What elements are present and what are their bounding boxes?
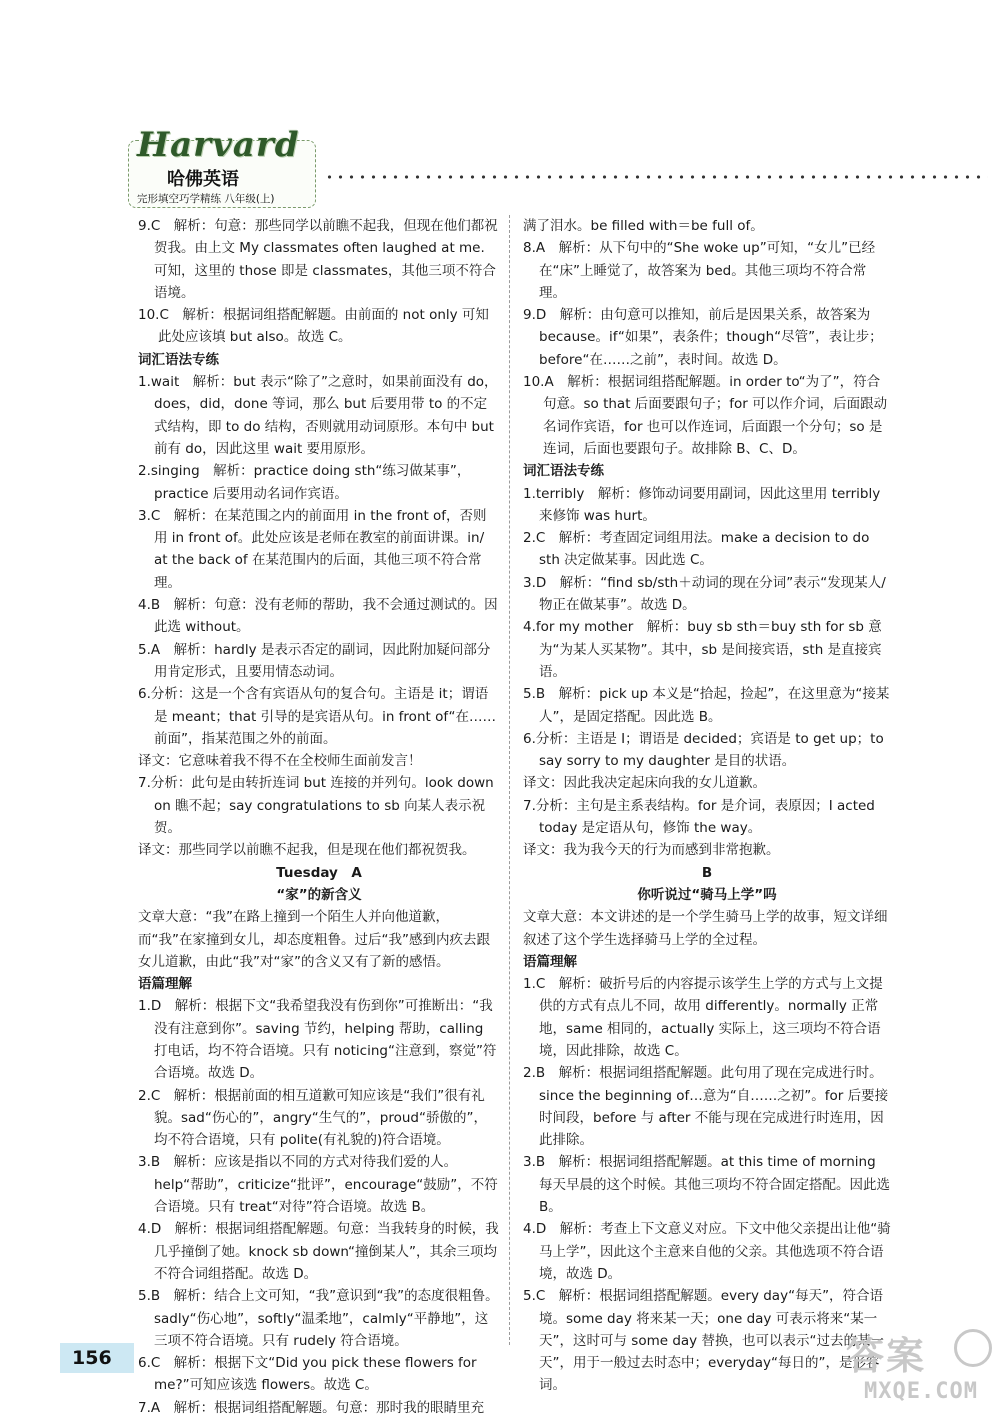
article-summary: 文章大意：本文讲述的是一个学生骑马上学的故事，短文详细叙述了这个学生选择骑马上学的全过程。 xyxy=(523,909,888,948)
section-heading: 词汇语法专练 xyxy=(138,351,219,368)
answer-item: 1.C 解析：破折号后的内容提示该学生上学的方式与上文提供的方式有点儿不同，故用 differently。normally 正常地，same 相同的，actually 实际上，这三项均不符合语境，因此排除，故选 C。 xyxy=(523,976,883,1059)
answer-item: 3.B 解析：根据词组搭配解题。at this time of morning 每天早晨的这个时候。其他三项均不符合固定搭配。因此选 B。 xyxy=(523,1154,890,1216)
answer-item: 3.B 解析：应该是指以不同的方式对待我们爱的人。help“帮助”，criticize“批评”，encourage“鼓励”，不符合语境。只有 treat“对待”符合语境。故选 B。 xyxy=(138,1154,498,1216)
answer-item: 7.分析：主句是主系表结构。for 是介词，表原因；I acted today 是定语从句，修饰 the way。 xyxy=(523,797,875,837)
answer-item: 3.D 解析：“find sb/sth＋动词的现在分词”表示“发现某人/物正在做某事”。故选 D。 xyxy=(523,574,886,614)
column-divider xyxy=(509,215,510,1345)
answer-item: 10.A 解析：根据词组搭配解题。in order to“为了”，符合句意。so that 后面要跟句子；for 可以作介词，后面跟动名词作宾语，for 也可以作连词，后面跟一个分句；so 是连词，后面也要跟句子。故排除 B、C、D。 xyxy=(523,374,888,457)
answer-item: 5.C 解析：根据词组搭配解题。every day“每天”，符合语境。some day 将来某一天；one day 可表示将来“某一天”，这时可与 some day 替换，也可以表示“过去的某一天”，用于一般过去时态中；everyday“每日的”，是形容词。 xyxy=(523,1288,884,1394)
answer-item: 7.分析：此句是由转折连词 but 连接的并列句。look down on 瞧不起；say congratulations to sb 向某人表示祝贺。 xyxy=(138,775,494,837)
page-header xyxy=(128,125,988,208)
right-column xyxy=(523,215,891,1397)
article-summary: 文章大意：“我”在路上撞到一个陌生人并向他道歉，而“我”在家撞到女儿，却态度粗鲁。过后“我”感到内疚去跟女儿道歉，由此“我”对“家”的含义又有了新的感悟。 xyxy=(138,909,490,970)
answer-item: 10.C 解析：根据词组搭配解题。由前面的 not only 可知此处应该填 but also。故选 C。 xyxy=(138,307,489,346)
answer-item: 4.for my mother 解析：buy sb sth＝buy sth for sb 意为“为某人买某物”。其中，sb 是间接宾语，sth 是直接宾语。 xyxy=(523,619,882,680)
answer-item: 2.B 解析：根据词组搭配解题。此句用了现在完成进行时。since the beginning of…意为“自……之初”。for 后要接时间段，before 与 after 不能与现在完成进行时连用，因此排除。 xyxy=(523,1065,889,1149)
answer-item: 8.A 解析：从下句中的“She woke up”可知，“女儿”已经在“床”上睡觉了，故答案为 bed。其他三项均不符合常理。 xyxy=(523,240,876,301)
answer-item: 满了泪水。be filled with＝be full of。 xyxy=(523,218,764,234)
section-heading: 语篇理解 xyxy=(523,953,577,970)
article-title: Tuesday A xyxy=(276,864,362,881)
answer-item: 1.terribly 解析：修饰动词要用副词，因此这里用 terribly 来修饰 was hurt。 xyxy=(523,485,881,524)
answer-item: 5.B 解析：pick up 本义是“拾起，捡起”，在这里意为“接某人”，是固定搭配。因此选 B。 xyxy=(523,686,890,725)
article-title: 你听说过“骑马上学”吗 xyxy=(637,886,777,903)
answer-item: 3.C 解析：在某范围之内的前面用 in the front of，否则用 in front of。此处应该是老师在教室的前面讲课。in/ at the back of 在某范围内的后面，其他三项不符合常理。 xyxy=(138,507,487,591)
answer-item: 2.C 解析：根据前面的相互道歉可知应该是“我们”很有礼貌。sad“伤心的”，angry“生气的”，proud“骄傲的”，均不符合语境，只有 polite(有礼貌的)符合语境。 xyxy=(138,1087,487,1149)
answer-item: 6.分析：这是一个含有宾语从句的复合句。主语是 it；谓语是 meant；that 引导的是宾语从句。in front of“在……前面”，指某范围之外的前面。 xyxy=(138,686,497,747)
watermark-ring-icon xyxy=(954,1329,992,1367)
answer-item: 2.singing 解析：practice doing sth“练习做某事”，practice 后要用动名词作宾语。 xyxy=(138,463,471,502)
answer-item: 5.A 解析：hardly 是表示否定的副词，因此附加疑问部分用肯定形式，且要用情态动词。 xyxy=(138,641,491,680)
answer-item: 译文：我为我今天的行为而感到非常抱歉。 xyxy=(523,842,780,859)
answer-item: 6.C 解析：根据下文“Did you pick these flowers for me?”可知应该选 flowers。故选 C。 xyxy=(138,1355,477,1394)
answer-item: 9.D 解析：由句意可以推知，前后是因果关系，故答案为 because。if“如果”，表条件；though“尽管”，表让步；before“在……之前”，表时间。故选 D。 xyxy=(523,307,883,368)
header-dotted-rule xyxy=(324,172,988,182)
answer-item: 9.C 解析：句意：那些同学以前瞧不起我，但现在他们都祝贺我。由上文 My classmates often laughed at me. 可知，这里的 those 即是 classmates，其他三项不符合语境。 xyxy=(138,218,498,301)
answer-item: 4.B 解析：句意：没有老师的帮助，我不会通过测试的。因此选 without。 xyxy=(138,597,498,636)
answer-item: 2.C 解析：考查固定词组用法。make a decision to do sth 决定做某事。因此选 C。 xyxy=(523,530,870,569)
article-title: “家”的新含义 xyxy=(276,886,362,903)
answer-item: 7.A 解析：根据词组搭配解题。句意：那时我的眼睛里充 xyxy=(138,1399,485,1416)
watermark xyxy=(842,1325,992,1415)
book-logo xyxy=(128,125,316,208)
logo-subtitle: 完形填空巧学精练 八年级(上) xyxy=(137,193,275,205)
answer-item: 译文：它意味着我不得不在全校师生面前发言！ xyxy=(138,753,422,770)
answer-item: 4.D 解析：根据词组搭配解题。句意：当我转身的时候，我几乎撞倒了她。knock sb down“撞倒某人”，其余三项均不符合词组搭配。故选 D。 xyxy=(138,1221,499,1282)
answer-item: 4.D 解析：考查上下文意义对应。下文中他父亲提出让他“骑马上学”，因此这个主意来自他的父亲。其他选项不符合语境，故选 D。 xyxy=(523,1221,891,1282)
article-title: B xyxy=(701,864,713,881)
answer-item: 5.B 解析：结合上文可知，“我”意识到“我”的态度很粗鲁。sadly“伤心地”，softly“温柔地”，calmly“平静地”，这三项不符合语境。只有 rudely 符合语境。 xyxy=(138,1288,499,1349)
logo-brand: Harvard xyxy=(137,125,300,165)
watermark-top: 答案 xyxy=(846,1334,927,1378)
answer-item: 译文：那些同学以前瞧不起我，但是现在他们都祝贺我。 xyxy=(138,842,476,859)
answer-item: 1.wait 解析：but 表示“除了”之意时，如果前面没有 do，does，did，done 等词，那么 but 后要用带 to 的不定式结构，即 to do 结构，否则就用动词原形。本句中 but 前有 do，因此这里 wait 要用原形。 xyxy=(138,374,498,457)
logo-title: 哈佛英语 xyxy=(167,169,239,190)
page-number: 156 xyxy=(60,1343,134,1373)
watermark-bottom: MXQE.COM xyxy=(864,1379,978,1404)
section-heading: 语篇理解 xyxy=(138,976,192,993)
section-heading: 词汇语法专练 xyxy=(523,463,604,480)
answer-item: 6.分析：主语是 I；谓语是 decided；宾语是 to get up；to say sorry to my daughter 是目的状语。 xyxy=(523,730,884,770)
answer-item: 译文：因此我决定起床向我的女儿道歉。 xyxy=(523,775,766,792)
answer-item: 1.D 解析：根据下文“我希望我没有伤到你”可推断出：“我没有注意到你”。saving 节约，helping 帮助，calling 打电话，均不符合语境。只有 noticing“注意到，察觉”符合语境。故选 D。 xyxy=(138,998,497,1082)
left-column xyxy=(138,215,500,1419)
